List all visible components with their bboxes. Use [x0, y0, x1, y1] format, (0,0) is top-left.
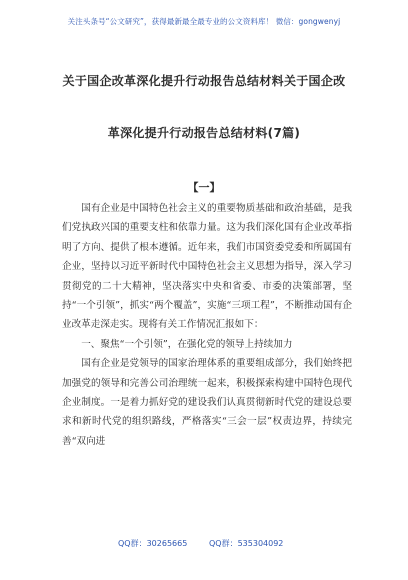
section-marker: 【一】 [187, 181, 221, 194]
paragraph-intro: 国有企业是中国特色社会主义的重要物质基础和政治基础，是我们党执政兴国的重要支柱和依靠力量。这为我们深化国有企业改革指明了方向、提供了根本遵循。近年来，我们市国资委党委和所属国有企业，坚持以习近平新时代中国特色社会主义思想为指导，深入学习贯彻党的二十大精神，坚决落实中央和省委、市委的决策部署，坚持“一个引领”，抓实“两个覆盖”，实施“三项工程”，不断推动国有企业改革走深走实。现将有关工作情况汇报如下： [62, 203, 352, 331]
section-heading: 一、聚焦“一个引领”，在强化党的领导上持续加力 [81, 338, 293, 350]
footer [0, 538, 408, 552]
footer-qq-group-1: QQ群：30265665 [118, 539, 188, 548]
document-title-line-2: 革深化提升行动报告总结材料(7篇) [107, 126, 301, 140]
paragraph-section-1: 国有企业是党领导的国家治理体系的重要组成部分，我们始终把加强党的领导和完善公司治理统一起来，积极探索构建中国特色现代企业制度。一是着力抓好党的建设我们认真贯彻新时代党的建设总要求和新时代党的组织路线，严格落实“三会一层”权责边界，持续完善“双向进 [62, 358, 352, 447]
header-note: 关注头条号“公文研究”，获得最新最全最专业的公文资料库！ 微信：gongwenyj [67, 17, 341, 26]
document-title-line-1: 关于国企改革深化提升行动报告总结材料关于国企改 [62, 74, 346, 88]
body-text [62, 199, 352, 451]
footer-qq-group-2: QQ群：535304092 [209, 539, 284, 548]
